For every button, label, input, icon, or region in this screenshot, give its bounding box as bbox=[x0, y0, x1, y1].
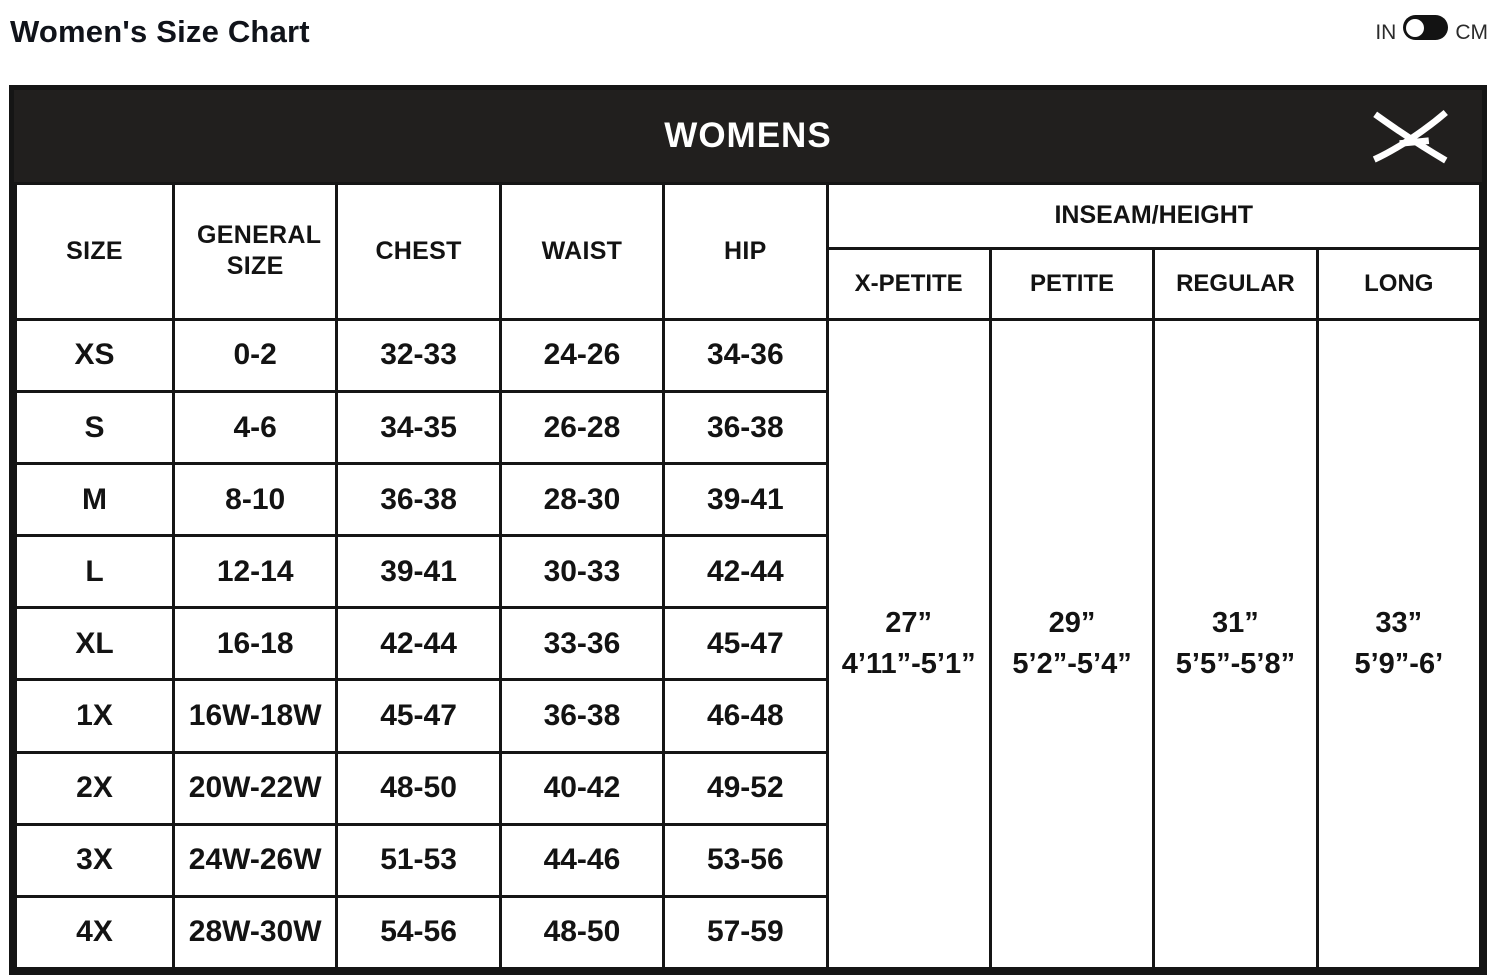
table-cell: 54-56 bbox=[337, 896, 500, 968]
column-header-inseam-height: INSEAM/HEIGHT bbox=[827, 184, 1481, 249]
table-cell: 28-30 bbox=[500, 464, 663, 536]
unit-label-in: IN bbox=[1375, 21, 1397, 44]
table-cell: 53-56 bbox=[664, 824, 827, 896]
table-cell: 51-53 bbox=[337, 824, 500, 896]
table-cell: 12-14 bbox=[174, 536, 337, 608]
table-cell: 46-48 bbox=[664, 680, 827, 752]
table-cell: 45-47 bbox=[664, 608, 827, 680]
column-header-hip: HIP bbox=[664, 184, 827, 320]
inseam-value: 33” bbox=[1375, 607, 1423, 640]
inseam-cell-petite bbox=[990, 319, 1153, 968]
table-cell: 24W-26W bbox=[174, 824, 337, 896]
table-cell: 44-46 bbox=[500, 824, 663, 896]
table-cell: 33-36 bbox=[500, 608, 663, 680]
table-cell: 30-33 bbox=[500, 536, 663, 608]
row-size-label: 1X bbox=[16, 680, 174, 752]
table-cell: 36-38 bbox=[337, 464, 500, 536]
inseam-cell-long bbox=[1317, 319, 1480, 968]
column-header-regular: REGULAR bbox=[1154, 248, 1317, 319]
row-size-label: 4X bbox=[16, 896, 174, 968]
table-cell: 16W-18W bbox=[174, 680, 337, 752]
unit-toggle[interactable] bbox=[1375, 12, 1488, 43]
table-cell: 48-50 bbox=[500, 896, 663, 968]
inseam-value: 31” bbox=[1212, 607, 1259, 640]
height-range: 5’9”-6’ bbox=[1354, 647, 1444, 680]
table-cell: 48-50 bbox=[337, 752, 500, 824]
column-header-x-petite: X-PETITE bbox=[827, 248, 990, 319]
size-chart bbox=[9, 85, 1487, 975]
row-size-label: XL bbox=[16, 608, 174, 680]
inseam-value: 29” bbox=[1048, 607, 1096, 640]
table-cell: 45-47 bbox=[337, 680, 500, 752]
table-cell: 42-44 bbox=[337, 608, 500, 680]
row-size-label: XS bbox=[16, 319, 174, 391]
table-cell: 0-2 bbox=[174, 319, 337, 391]
size-table bbox=[14, 182, 1482, 970]
table-cell: 16-18 bbox=[174, 608, 337, 680]
row-size-label: 2X bbox=[16, 752, 174, 824]
table-cell: 36-38 bbox=[664, 391, 827, 463]
table-cell: 28W-30W bbox=[174, 896, 337, 968]
table-cell: 39-41 bbox=[337, 536, 500, 608]
column-header-general-size: GENERAL SIZE bbox=[174, 184, 337, 320]
table-cell: 49-52 bbox=[664, 752, 827, 824]
table-cell: 39-41 bbox=[664, 464, 827, 536]
inseam-cell-regular bbox=[1154, 319, 1317, 968]
table-cell: 24-26 bbox=[500, 319, 663, 391]
unit-label-cm: CM bbox=[1455, 21, 1488, 44]
column-header-petite: PETITE bbox=[990, 248, 1153, 319]
inseam-cell-x-petite bbox=[827, 319, 990, 968]
table-cell: 57-59 bbox=[664, 896, 827, 968]
banner-title: WOMENS bbox=[664, 116, 832, 155]
brand-logo-icon bbox=[1364, 104, 1456, 168]
inseam-value: 27” bbox=[885, 607, 933, 640]
table-cell: 4-6 bbox=[174, 391, 337, 463]
table-cell: 8-10 bbox=[174, 464, 337, 536]
column-header-chest: CHEST bbox=[337, 184, 500, 320]
table-banner bbox=[14, 90, 1482, 182]
column-header-size: SIZE bbox=[16, 184, 174, 320]
toggle-knob-icon bbox=[1406, 19, 1424, 37]
unit-toggle-switch[interactable] bbox=[1403, 15, 1448, 40]
row-size-label: M bbox=[16, 464, 174, 536]
table-cell: 40-42 bbox=[500, 752, 663, 824]
height-range: 5’2”-5’4” bbox=[1012, 647, 1132, 680]
table-cell: 42-44 bbox=[664, 536, 827, 608]
row-size-label: S bbox=[16, 391, 174, 463]
table-cell: 20W-22W bbox=[174, 752, 337, 824]
row-size-label: L bbox=[16, 536, 174, 608]
column-header-long: LONG bbox=[1317, 248, 1480, 319]
height-range: 5’5”-5’8” bbox=[1175, 647, 1296, 680]
table-cell: 26-28 bbox=[500, 391, 663, 463]
row-size-label: 3X bbox=[16, 824, 174, 896]
table-cell: 32-33 bbox=[337, 319, 500, 391]
table-cell: 34-35 bbox=[337, 391, 500, 463]
table-row-xs bbox=[16, 319, 1481, 391]
height-range: 4’11”-5’1” bbox=[841, 647, 976, 680]
page-title: Women's Size Chart bbox=[10, 14, 310, 49]
column-header-waist: WAIST bbox=[500, 184, 663, 320]
table-cell: 36-38 bbox=[500, 680, 663, 752]
table-cell: 34-36 bbox=[664, 319, 827, 391]
